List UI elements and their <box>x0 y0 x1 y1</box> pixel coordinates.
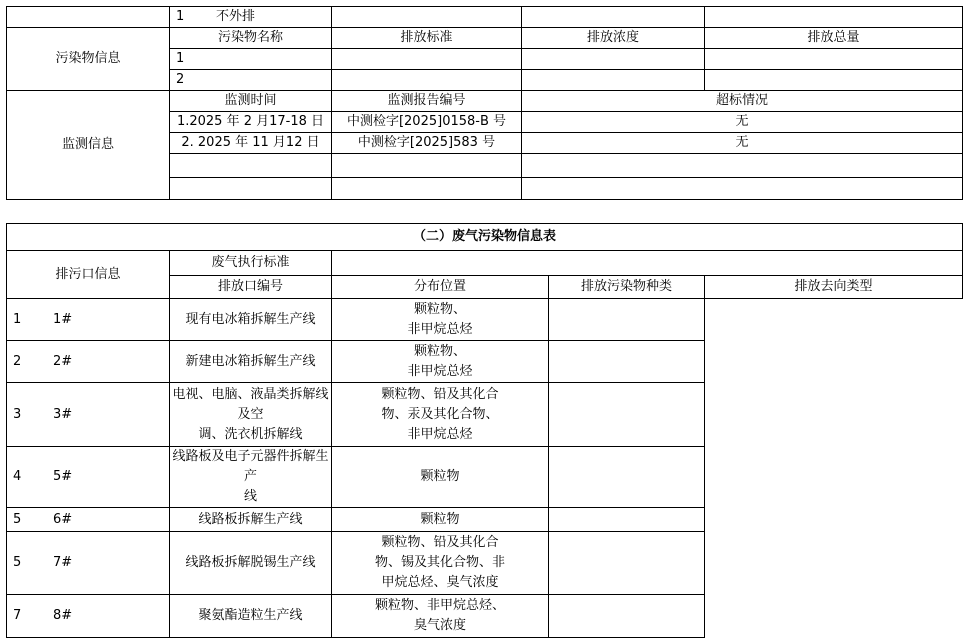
monitoring-section-label: 监测信息 <box>7 91 170 200</box>
outlet-location: 电视、电脑、液晶类拆解线及空 调、洗衣机拆解线 <box>170 383 332 447</box>
outlet-pollutants: 颗粒物 <box>332 508 549 532</box>
monitoring-header-time: 监测时间 <box>170 91 332 112</box>
outlet-code: 5# <box>53 469 73 484</box>
pollutant-row-number: 1 <box>170 49 332 70</box>
monitoring-exceed: 无 <box>522 112 963 133</box>
outlet-destination <box>549 383 705 447</box>
water-info-table <box>6 6 963 200</box>
empty-cell <box>170 154 332 178</box>
pollutant-header-total: 排放总量 <box>705 28 963 49</box>
outlet-pollutants: 颗粒物、 非甲烷总烃 <box>332 299 549 341</box>
blank-cell <box>705 7 963 28</box>
empty-cell <box>332 49 522 70</box>
outlet-code-cell <box>7 595 170 638</box>
pollutant-header-concentration: 排放浓度 <box>522 28 705 49</box>
outlet-code-cell <box>7 341 170 383</box>
outlet-code-cell <box>7 508 170 532</box>
outlet-destination <box>549 447 705 508</box>
pollutant-header-name: 污染物名称 <box>170 28 332 49</box>
outlet-row <box>7 508 963 532</box>
outlet-code-cell <box>7 532 170 595</box>
empty-cell <box>170 178 332 200</box>
outlet-pollutants: 颗粒物、铅及其化合 物、汞及其化合物、 非甲烷总烃 <box>332 383 549 447</box>
outlet-section-label: 排污口信息 <box>7 251 170 299</box>
gas-header-destination: 排放去向类型 <box>705 276 963 299</box>
row-number: 5 <box>13 511 22 527</box>
gas-header-outlet: 排放口编号 <box>170 276 332 299</box>
monitoring-time: 1.2025 年 2 月17-18 日 <box>170 112 332 133</box>
outlet-row <box>7 447 963 508</box>
empty-cell <box>522 178 963 200</box>
empty-cell <box>705 70 963 91</box>
empty-cell <box>332 178 522 200</box>
outlet-pollutants: 颗粒物、铅及其化合 物、锡及其化合物、非 甲烷总烃、臭气浓度 <box>332 532 549 595</box>
outlet-location: 聚氨酯造粒生产线 <box>170 595 332 638</box>
empty-cell <box>522 70 705 91</box>
gas-rows <box>7 299 963 638</box>
gas-header-pollutants: 排放污染物种类 <box>549 276 705 299</box>
waste-gas-table <box>6 223 963 638</box>
row-number: 1 <box>13 311 22 327</box>
outlet-destination <box>549 595 705 638</box>
monitoring-time: 2. 2025 年 11 月12 日 <box>170 133 332 154</box>
monitoring-report: 中测检字[2025]0158-B 号 <box>332 112 522 133</box>
monitoring-report: 中测检字[2025]583 号 <box>332 133 522 154</box>
outlet-row <box>7 299 963 341</box>
row-number: 4 <box>13 469 22 484</box>
outlet-pollutants: 颗粒物、 非甲烷总烃 <box>332 341 549 383</box>
outlet-row <box>7 383 963 447</box>
row-number: 7 <box>13 608 22 623</box>
outlet-code-cell <box>7 383 170 447</box>
outlet-pollutants: 颗粒物 <box>332 447 549 508</box>
outlet-location: 线路板拆解生产线 <box>170 508 332 532</box>
monitoring-header-report: 监测报告编号 <box>332 91 522 112</box>
outlet-code: 8# <box>53 608 73 623</box>
empty-cell <box>522 154 963 178</box>
outlet-location: 线路板拆解脱锡生产线 <box>170 532 332 595</box>
row-number: 2 <box>13 353 22 369</box>
outlet-code-cell <box>7 447 170 508</box>
outlet-row <box>7 341 963 383</box>
outlet-code: 7# <box>53 555 73 570</box>
outlet-pollutants: 颗粒物、非甲烷总烃、 臭气浓度 <box>332 595 549 638</box>
blank-cell <box>522 7 705 28</box>
outlet-destination <box>549 508 705 532</box>
outlet-location: 新建电冰箱拆解生产线 <box>170 341 332 383</box>
blank-cell <box>7 7 170 28</box>
discharge-item: 不外排 <box>216 9 256 24</box>
waste-gas-table-title: （二）废气污染物信息表 <box>7 224 963 251</box>
empty-cell <box>332 154 522 178</box>
pollutant-header-standard: 排放标准 <box>332 28 522 49</box>
outlet-code: 6# <box>53 511 73 527</box>
pollutant-section-label: 污染物信息 <box>7 28 170 91</box>
monitoring-header-exceed: 超标情况 <box>522 91 963 112</box>
row-number: 5 <box>13 555 22 570</box>
blank-cell <box>332 7 522 28</box>
gas-standard-value <box>332 251 963 276</box>
outlet-code: 1# <box>53 311 73 327</box>
gas-header-location: 分布位置 <box>332 276 549 299</box>
outlet-destination <box>549 299 705 341</box>
pollutant-row-number: 2 <box>170 70 332 91</box>
row-number: 3 <box>13 406 22 422</box>
gas-standard-label: 废气执行标准 <box>170 251 332 276</box>
outlet-location: 现有电冰箱拆解生产线 <box>170 299 332 341</box>
outlet-destination <box>549 532 705 595</box>
outlet-code: 2# <box>53 353 73 369</box>
outlet-location: 线路板及电子元器件拆解生产 线 <box>170 447 332 508</box>
monitoring-exceed: 无 <box>522 133 963 154</box>
empty-cell <box>705 49 963 70</box>
outlet-row <box>7 595 963 638</box>
outlet-code: 3# <box>53 406 73 422</box>
discharge-item-cell <box>170 7 332 28</box>
outlet-row <box>7 532 963 595</box>
outlet-code-cell <box>7 299 170 341</box>
empty-cell <box>522 49 705 70</box>
empty-cell <box>332 70 522 91</box>
row-number: 1 <box>176 9 185 24</box>
outlet-destination <box>549 341 705 383</box>
